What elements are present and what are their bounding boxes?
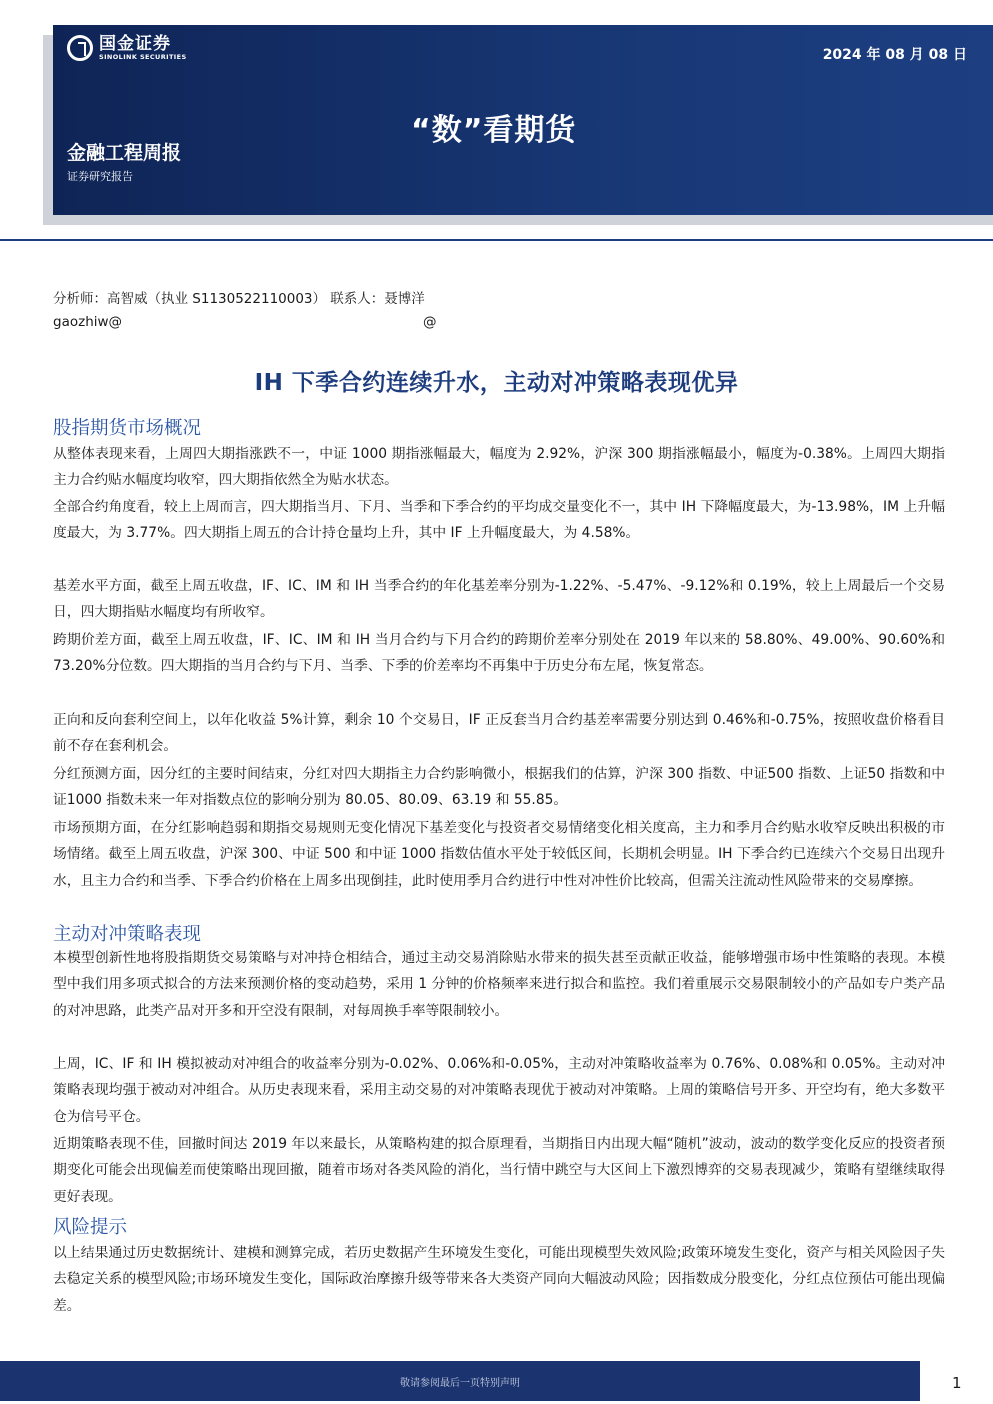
paragraph: 基差水平方面，截至上周五收盘，IF、IC、IM 和 IH 当季合约的年化基差率分别为-1.22%、-5.47%、-9.12%和 0.19%，较上上周最后一个交易日，四大期指贴水幅度均有所收窄。 xyxy=(53,578,945,621)
report-header xyxy=(53,25,993,215)
report-series: 金融工程周报 xyxy=(67,142,182,164)
paragraph: 从整体表现来看，上周四大期指涨跌不一，中证 1000 期指涨幅最大，幅度为 2.92%，沪深 300 期指涨幅最小，幅度为-0.38%。上周四大期指主力合约贴水幅度均收窄，四大期指依然全为贴水状态。 xyxy=(53,446,945,489)
main-heading: IH 下季合约连续升水，主动对冲策略表现优异 xyxy=(254,370,739,396)
paragraph: 以上结果通过历史数据统计、建模和测算完成，若历史数据产生环境发生变化，可能出现模型失效风险;政策环境发生变化，资产与相关风险因子失去稳定关系的模型风险;市场环境发生变化，国际政治摩擦升级等带来各大类资产同向大幅波动风险；因指数成分股变化，分红点位预估可能出现偏差。 xyxy=(53,1245,945,1314)
logo-text-cn: 国金证券 xyxy=(99,34,171,54)
email-line xyxy=(53,314,473,330)
section-title-risk: 风险提示 xyxy=(53,1217,128,1238)
paragraph: 市场预期方面，在分红影响趋弱和期指交易规则无变化情况下基差变化与投资者交易情绪变化相关度高，主力和季月合约贴水收窄反映出积极的市场情绪。截至上周五收盘，沪深 300、中证 500 和中证 1000 指数估值水平处于较低区间，长期机会明显。IH 下季合约已连续六个交易日出现升水，且主力合约和当季、下季合约价格在上周多出现倒挂，此时使用季月合约进行中性对冲性价比较高，但需关注流动性风险带来的交易摩擦。 xyxy=(53,820,945,889)
paragraph: 近期策略表现不佳，回撤时间达 2019 年以来最长，从策略构建的拟合原理看，当期指日内出现大幅“随机”波动，波动的数学变化反应的投资者预期变化可能会出现偏差而使策略出现回撤，随着市场对各类风险的消化，当行情中跳空与大区间上下激烈博弈的交易表现减少，策略有望继续取得更好表现。 xyxy=(53,1136,945,1205)
section-title-hedge-strategy: 主动对冲策略表现 xyxy=(53,924,202,945)
analyst-email[interactable]: gaozhiw@ xyxy=(53,314,123,330)
paragraph: 正向和反向套利空间上，以年化收益 5%计算，剩余 10 个交易日，IF 正反套当月合约基差率需要分别达到 0.46%和-0.75%，按照收盘价格看目前不存在套利机会。 xyxy=(53,712,945,755)
contact-email[interactable]: @ xyxy=(423,314,437,330)
logo-text-en: SINOLINK SECURITIES xyxy=(99,53,187,61)
report-date: 2024 年 08 月 08 日 xyxy=(822,47,967,63)
paragraph: 全部合约角度看，较上上周而言，四大期指当月、下月、当季和下季合约的平均成交量变化不一，其中 IH 下降幅度最大，为-13.98%，IM 上升幅度最大，为 3.77%。四大期指上周五的合计持仓量均上升，其中 IF 上升幅度最大，为 4.58%。 xyxy=(53,499,945,542)
company-logo xyxy=(67,35,187,61)
analyst-line: 分析师：高智威（执业 S1130522110003） 联系人：聂博洋 xyxy=(53,291,425,307)
footer-bar xyxy=(0,1361,920,1401)
footer-disclaimer: 敬请参阅最后一页特别声明 xyxy=(400,1377,520,1389)
report-title: “数”看期货 xyxy=(411,113,577,148)
page-number: 1 xyxy=(952,1374,962,1392)
header-divider xyxy=(0,239,993,241)
paragraph: 跨期价差方面，截至上周五收盘，IF、IC、IM 和 IH 当月合约与下月合约的跨期价差率分别处在 2019 年以来的 58.80%、49.00%、90.60%和 73.20%分位数。四大期指的当月合约与下月、当季、下季的价差率均不再集中于历史分布左尾，恢复常态。 xyxy=(53,632,945,675)
paragraph: 上周，IC、IF 和 IH 模拟被动对冲组合的收益率分别为-0.02%、0.06%和-0.05%，主动对冲策略收益率为 0.76%、0.08%和 0.05%。主动对冲策略表现均强于被动对冲组合。从历史表现来看，采用主动交易的对冲策略表现优于被动对冲策略。上周的策略信号开多、开空均有，绝大多数平仓为信号平仓。 xyxy=(53,1056,945,1125)
report-type: 证券研究报告 xyxy=(67,170,133,183)
logo-icon xyxy=(67,35,93,61)
paragraph: 分红预测方面，因分红的主要时间结束，分红对四大期指主力合约影响微小，根据我们的估算，沪深 300 指数、中证500 指数、上证50 指数和中证1000 指数未来一年对指数点位的影响分别为 80.05、80.09、63.19 和 55.85。 xyxy=(53,766,945,809)
paragraph: 本模型创新性地将股指期货交易策略与对冲持仓相结合，通过主动交易消除贴水带来的损失甚至贡献正收益，能够增强市场中性策略的表现。本模型中我们用多项式拟合的方法来预测价格的变动趋势，采用 1 分钟的价格频率来进行拟合和监控。我们着重展示交易限制较小的产品如专户类产品的对冲思路，此类产品对开多和开空没有限制，对每周换手率等限制较小。 xyxy=(53,950,945,1019)
section-title-futures-overview: 股指期货市场概况 xyxy=(53,418,202,439)
